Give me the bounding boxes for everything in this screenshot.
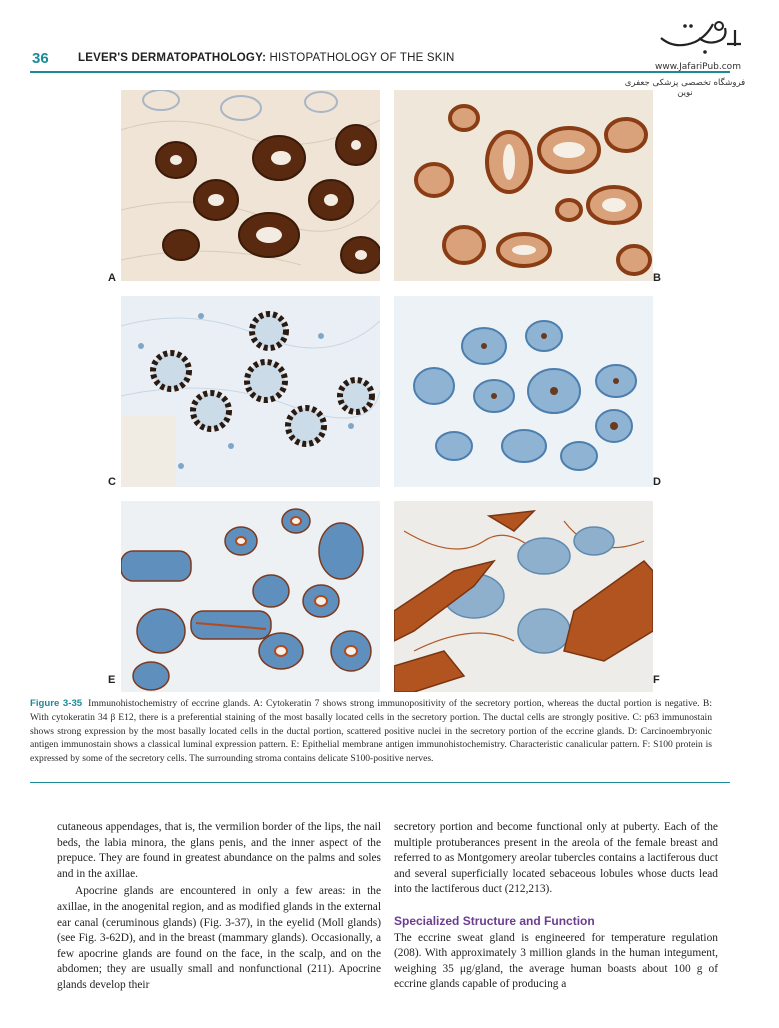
figure-panel-e: [121, 501, 380, 692]
panel-label-d: D: [653, 476, 661, 488]
figure-panel-d: [394, 296, 653, 487]
body-paragraph: The eccrine sweat gland is engineered for temperature regulation (208). With approximately 3 million glands in the human integument, weighing 35 μg/gland, the average human boasts about 100 g of eccrine glands capable of producing a: [394, 931, 718, 991]
figure-panel-b: [394, 90, 653, 281]
body-paragraph: cutaneous appendages, that is, the vermilion border of the lips, the nail beds, the labia minora, the glans penis, and the inner aspect of the prepuce. They are found in greatest abundance on the palms and soles and in the axillae.: [57, 821, 381, 880]
publisher-logo: [655, 16, 745, 58]
section-heading: Specialized Structure and Function: [394, 913, 595, 928]
figure-panel-f: [394, 501, 653, 692]
figure-panel-c: [121, 296, 380, 487]
running-head-bold: LEVER'S DERMATOPATHOLOGY:: [78, 52, 267, 64]
body-column-right: [394, 820, 718, 993]
page-number: 36: [32, 50, 49, 67]
caption-rule: [30, 782, 730, 783]
figure-panel-a: [121, 90, 380, 281]
watermark-url: www.JafariPub.com: [655, 62, 741, 72]
watermark-store-name: فروشگاه تخصصی پزشکی جعفری نوین: [624, 78, 746, 98]
figure-caption-label: Figure 3-35: [30, 698, 83, 709]
panel-label-b: B: [653, 272, 661, 284]
panel-label-a: A: [108, 272, 116, 284]
running-head: [78, 52, 455, 64]
panel-label-c: C: [108, 476, 116, 488]
header-rule: [30, 71, 730, 73]
panel-label-e: E: [108, 674, 116, 686]
figure-caption-text: Immunohistochemistry of eccrine glands. A: Cytokeratin 7 shows strong immunopositivity of the secretory portion, whereas the ductal portion is negative. B: With cytokeratin 34 β E12, there is a preferential staining of the most basally located cells in the secretory portion. The ductal cells are strongly positive. C: p63 immunostain shows strong expression by the most basally located cells in the ductal portion, scattered positive nuclei in the secretory portion of the eccrine glands. D: Carcinoembryonic antigen immunostain shows a classical luminal expression pattern. E: Epithelial membrane antigen immunohistochemistry. Characteristic canalicular pattern. F: S100 protein is expressed by some of the secretory cells. The surrounding stroma contains delicate S100-positive nerves.: [30, 698, 712, 765]
figure-caption: [30, 697, 712, 766]
body-paragraph: Apocrine glands are encountered in only a few areas: in the axillae, in the anogenital region, and as modified glands in the external ear canal (ceruminous glands) (Fig. 3-37), in the eyelid (Moll glands) (see Fig. 3-62D), and in the breast (mammary glands). Occasionally, a few apocrine glands are found on the face, in the scalp, and on the abdomen; they are usually small and nonfunctional (211). Apocrine glands develop their: [57, 885, 381, 991]
body-paragraph: secretory portion and become functional only at puberty. Each of the multiple protuberances present in the areola of the female breast and referred to as Montgomery areolar tubercles contains a lactiferous duct and several superficially located sebaceous lobules whose ducts lead into the lactiferous duct (212,213).: [394, 821, 718, 896]
running-head-rest: HISTOPATHOLOGY OF THE SKIN: [266, 52, 455, 64]
body-column-left: [57, 820, 381, 994]
panel-label-f: F: [653, 674, 660, 686]
